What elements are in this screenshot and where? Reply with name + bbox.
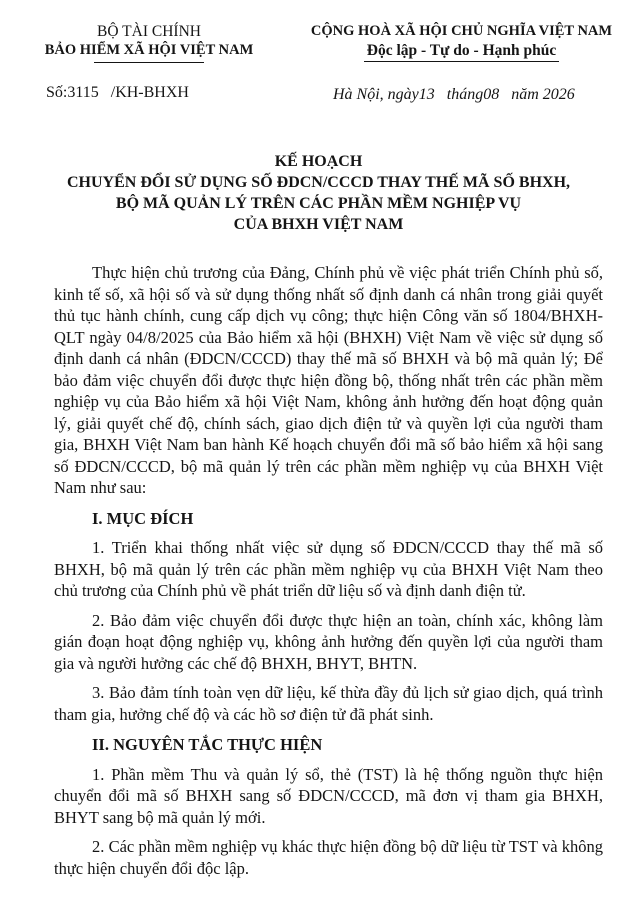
national-motto: Độc lập - Tự do - Hạnh phúc: [364, 41, 559, 62]
agency-name: BẢO HIỂM XÃ HỘI VIỆT NAM: [44, 42, 254, 58]
agency-underline: [94, 62, 204, 63]
document-body: [54, 262, 603, 879]
section-heading-principles: II. NGUYÊN TẮC THỰC HIỆN: [92, 735, 323, 754]
principle-item: 2. Các phần mềm nghiệp vụ khác thực hiện đồng bộ dữ liệu từ TST và không thực hiện chuyển đổi độc lập.: [54, 837, 603, 878]
intro-paragraph: Thực hiện chủ trương của Đảng, Chính phủ về việc phát triển Chính phủ số, kinh tế số, xã hội số và sử dụng thống nhất số định danh cá nhân trong giải quyết thủ tục hành chính, cung cấp dịch vụ công; thực hiện Công văn số 1804/BHXH-QLT ngày 04/8/2025 của Bảo hiểm xã hội (BHXH) Việt Nam về việc sử dụng số định danh cá nhân (ĐDCN/CCCD) thay thế mã số BHXH và bộ mã quản lý; Để bảo đảm việc chuyển đổi được thực hiện đồng bộ, thống nhất trên các phần mềm nghiệp vụ của Bảo hiểm xã hội Việt Nam, không ảnh hưởng đến hoạt động quản lý, giải quyết chế độ, chính sách, giao dịch điện tử và quyền lợi của người tham gia, BHXH Việt Nam ban hành Kế hoạch chuyển đổi mã số bảo hiểm xã hội sang số ĐDCN/CCCD, bộ mã quản lý trên các phần mềm nghiệp vụ của BHXH Việt Nam như sau:: [54, 263, 603, 497]
document-date: Hà Nội, ngày13 tháng08 năm 2026: [333, 86, 575, 103]
principle-item: 1. Phần mềm Thu và quản lý sổ, thẻ (TST) là hệ thống nguồn thực hiện chuyển đổi mã số BHXH sang số ĐDCN/CCCD, mã đơn vị tham gia BHXH, BHYT sang bộ mã quản lý mới.: [54, 764, 603, 827]
purpose-item: 2. Bảo đảm việc chuyển đổi được thực hiện an toàn, chính xác, không làm gián đoạn hoạt động nghiệp vụ, không ảnh hưởng đến quyền lợi của người tham gia và người hưởng các chế độ BHXH, BHYT, BHTN.: [54, 610, 603, 673]
purpose-item: 3. Bảo đảm tính toàn vẹn dữ liệu, kế thừa đầy đủ lịch sử giao dịch, quá trình tham gia, hưởng chế độ và các hồ sơ điện tử đã phát sinh.: [54, 683, 603, 724]
national-title-block: [286, 22, 637, 62]
document-number: Số:3115 /KH-BHXH: [46, 84, 189, 101]
section-heading-purpose: I. MỤC ĐÍCH: [92, 508, 194, 528]
document-title-block: [0, 151, 637, 235]
ministry-name: BỘ TÀI CHÍNH: [97, 23, 201, 40]
document-title-line-1: CHUYỂN ĐỔI SỬ DỤNG SỐ ĐDCN/CCCD THAY THẾ MÃ SỐ BHXH,: [66, 174, 571, 191]
document-title-line-3: CỦA BHXH VIỆT NAM: [233, 216, 404, 233]
document-type: KẾ HOẠCH: [274, 153, 363, 170]
document-title-line-2: BỘ MÃ QUẢN LÝ TRÊN CÁC PHẦN MỀM NGHIỆP VỤ: [115, 195, 522, 212]
country-name: CỘNG HOÀ XÃ HỘI CHỦ NGHĨA VIỆT NAM: [310, 23, 613, 39]
issuing-agency-block: [18, 22, 280, 63]
purpose-item: 1. Triển khai thống nhất việc sử dụng số ĐDCN/CCCD thay thế mã số BHXH, bộ mã quản lý trên các phần mềm nghiệp vụ của BHXH Việt Nam theo chủ trương của Chính phủ về phát triển dữ liệu số và định danh điện tử.: [54, 538, 603, 600]
